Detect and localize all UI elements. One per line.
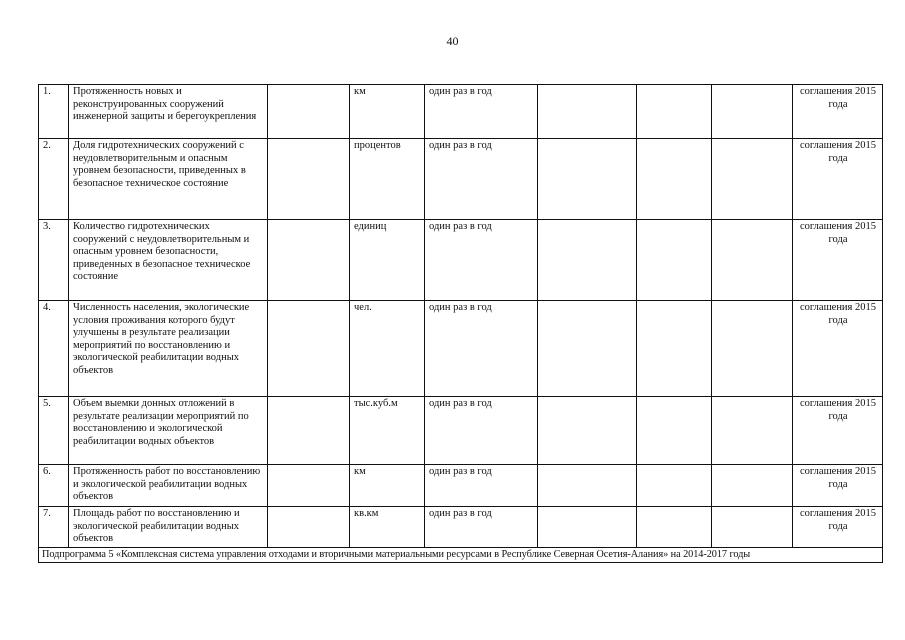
empty-cell — [637, 507, 712, 548]
empty-cell — [637, 220, 712, 301]
empty-cell — [637, 397, 712, 465]
note-cell: соглашения 2015 года — [793, 220, 883, 301]
unit-cell: тыс.куб.м — [350, 397, 425, 465]
empty-cell — [538, 85, 637, 139]
row-number: 4. — [39, 301, 69, 397]
row-number: 6. — [39, 465, 69, 507]
empty-cell — [268, 507, 350, 548]
empty-cell — [712, 220, 793, 301]
unit-cell: единиц — [350, 220, 425, 301]
unit-cell: км — [350, 85, 425, 139]
note-cell: соглашения 2015 года — [793, 465, 883, 507]
empty-cell — [538, 139, 637, 220]
empty-cell — [637, 85, 712, 139]
note-cell: соглашения 2015 года — [793, 139, 883, 220]
row-number: 3. — [39, 220, 69, 301]
empty-cell — [268, 220, 350, 301]
subprogram-row — [39, 548, 883, 563]
table-row — [39, 85, 883, 139]
indicators-table — [38, 84, 883, 563]
row-number: 1. — [39, 85, 69, 139]
empty-cell — [712, 397, 793, 465]
indicator-name: Численность населения, экологические условия проживания которого будут улучшены в результате реализации мероприятий по восстановлению и экологической реабилитации водных объектов — [69, 301, 268, 397]
table-row — [39, 301, 883, 397]
empty-cell — [268, 301, 350, 397]
indicator-name: Доля гидротехнических сооружений с неудовлетворительным и опасным уровнем безопасности, приведенных в безопасное техническое состояние — [69, 139, 268, 220]
empty-cell — [268, 465, 350, 507]
unit-cell: процентов — [350, 139, 425, 220]
table-row — [39, 465, 883, 507]
empty-cell — [538, 301, 637, 397]
unit-cell: км — [350, 465, 425, 507]
frequency-cell: один раз в год — [425, 397, 538, 465]
indicator-name: Протяженность новых и реконструированных сооружений инженерной защиты и берегоукрепления — [69, 85, 268, 139]
empty-cell — [538, 465, 637, 507]
empty-cell — [712, 301, 793, 397]
empty-cell — [268, 397, 350, 465]
frequency-cell: один раз в год — [425, 85, 538, 139]
empty-cell — [712, 507, 793, 548]
note-cell: соглашения 2015 года — [793, 507, 883, 548]
unit-cell: кв.км — [350, 507, 425, 548]
unit-cell: чел. — [350, 301, 425, 397]
note-cell: соглашения 2015 года — [793, 397, 883, 465]
indicator-name: Количество гидротехнических сооружений с неудовлетворительным и опасным уровнем безопасности, приведенных в безопасное техническое состояние — [69, 220, 268, 301]
empty-cell — [538, 507, 637, 548]
row-number: 7. — [39, 507, 69, 548]
table-row — [39, 397, 883, 465]
indicator-name: Объем выемки донных отложений в результате реализации мероприятий по восстановлению и экологической реабилитации водных объектов — [69, 397, 268, 465]
empty-cell — [637, 139, 712, 220]
empty-cell — [538, 220, 637, 301]
indicator-name: Протяженность работ по восстановлению и экологической реабилитации водных объектов — [69, 465, 268, 507]
frequency-cell: один раз в год — [425, 220, 538, 301]
table-row — [39, 139, 883, 220]
note-cell: соглашения 2015 года — [793, 301, 883, 397]
frequency-cell: один раз в год — [425, 465, 538, 507]
empty-cell — [538, 397, 637, 465]
empty-cell — [637, 301, 712, 397]
empty-cell — [637, 465, 712, 507]
empty-cell — [268, 139, 350, 220]
indicator-name: Площадь работ по восстановлению и экологической реабилитации водных объектов — [69, 507, 268, 548]
note-cell: соглашения 2015 года — [793, 85, 883, 139]
frequency-cell: один раз в год — [425, 301, 538, 397]
empty-cell — [712, 139, 793, 220]
frequency-cell: один раз в год — [425, 139, 538, 220]
subprogram-title: Подпрограмма 5 «Комплексная система управления отходами и вторичными материальными ресурсами в Республике Северная Осетия-Алания» на 2014-2017 годы — [39, 548, 883, 563]
row-number: 5. — [39, 397, 69, 465]
page-number: 40 — [446, 34, 459, 48]
empty-cell — [712, 85, 793, 139]
row-number: 2. — [39, 139, 69, 220]
table-row — [39, 220, 883, 301]
table-row — [39, 507, 883, 548]
empty-cell — [268, 85, 350, 139]
empty-cell — [712, 465, 793, 507]
frequency-cell: один раз в год — [425, 507, 538, 548]
